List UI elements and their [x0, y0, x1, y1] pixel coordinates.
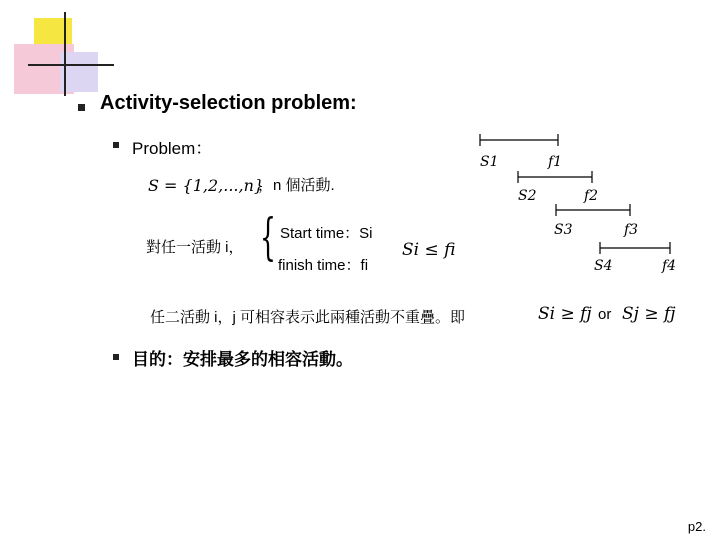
corner-decoration-hline — [28, 64, 114, 66]
goal-text: 目的：安排最多的相容活動。 — [132, 350, 353, 369]
set-formula: S = {1,2,...,n} — [148, 176, 265, 195]
f2-label: f2 — [584, 188, 599, 204]
condition-a: Si ≥ fj — [538, 304, 592, 324]
problem-label: Problem： — [132, 139, 213, 158]
s4-label: S4 — [594, 258, 613, 274]
bullet-icon — [78, 104, 85, 111]
corner-decoration-vline — [64, 12, 66, 96]
constraint-formula: Si ≤ fi — [402, 240, 456, 260]
f4-label: f4 — [662, 258, 677, 274]
set-description: ，n 個活動. — [258, 177, 335, 194]
brace-icon: { — [260, 208, 276, 266]
f1-label: f1 — [548, 154, 563, 170]
compatibility-text: 任二活動 i，j 可相容表示此兩種活動不重疊。即 — [150, 309, 466, 326]
f3-label: f3 — [624, 222, 639, 238]
or-label: or — [598, 306, 612, 323]
finish-time: finish time：fi — [278, 257, 369, 274]
condition-b: Sj ≥ fj — [622, 304, 676, 324]
bullet-icon — [113, 142, 119, 148]
s2-label: S2 — [518, 188, 537, 204]
slide-title: Activity-selection problem: — [100, 92, 357, 114]
start-time: Start time：Si — [280, 225, 373, 242]
page-number: p2. — [687, 519, 706, 534]
for-each-label: 對任一活動 i， — [146, 239, 244, 256]
s3-label: S3 — [554, 222, 573, 238]
s1-label: S1 — [480, 154, 499, 170]
activity-timeline — [470, 130, 690, 280]
bullet-icon — [113, 354, 119, 360]
